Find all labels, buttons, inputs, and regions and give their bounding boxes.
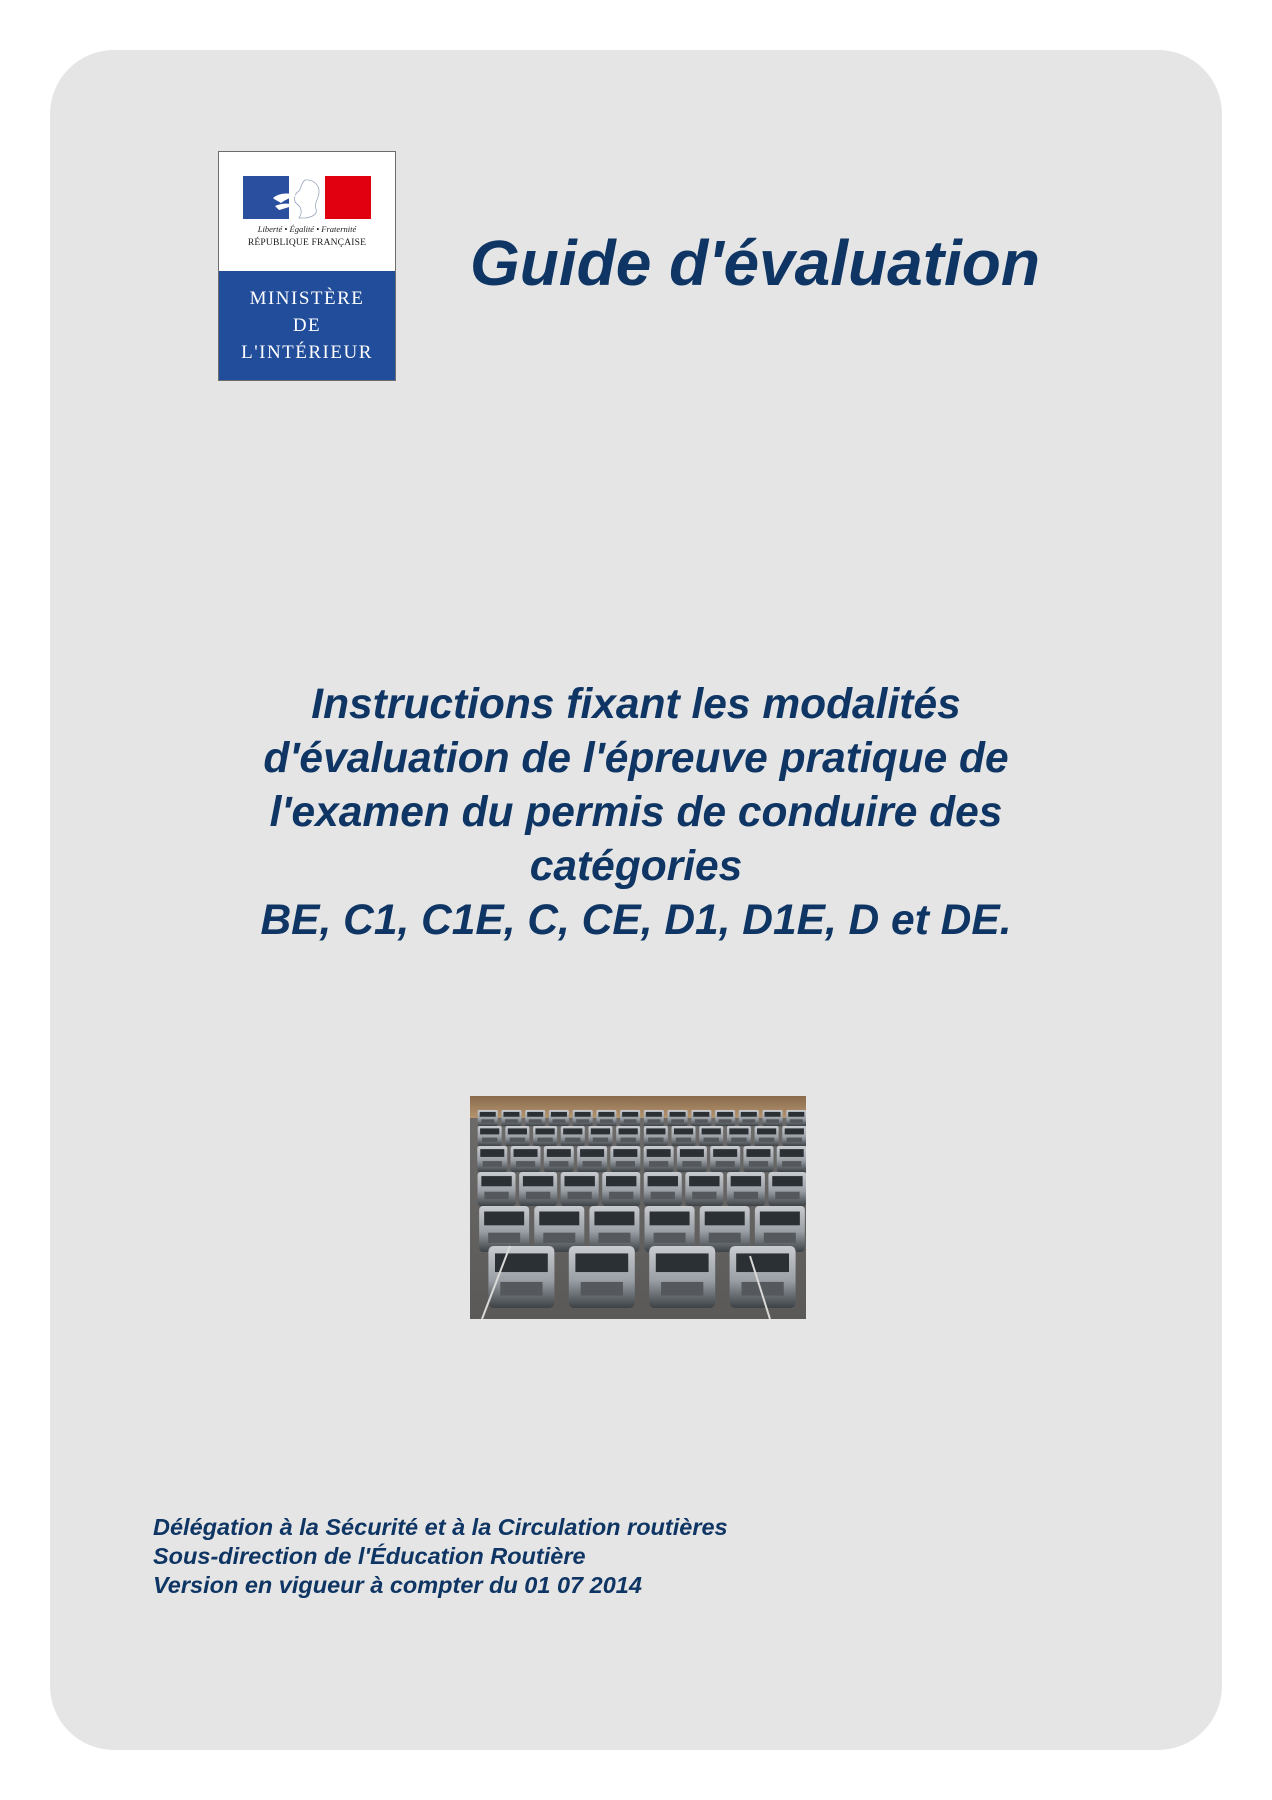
truck-grille xyxy=(671,1119,684,1123)
truck-windshield xyxy=(689,1176,719,1186)
truck-windshield xyxy=(480,1112,496,1117)
truck-grille xyxy=(749,1161,768,1167)
truck-windshield xyxy=(575,1253,628,1272)
truck-windshield xyxy=(484,1212,524,1226)
truck-windshield xyxy=(731,1176,761,1186)
truck-windshield xyxy=(741,1112,757,1117)
truck-windshield xyxy=(736,1253,789,1272)
truck-grille xyxy=(565,1138,580,1142)
truck-windshield xyxy=(772,1176,802,1186)
truck-grille xyxy=(676,1138,691,1142)
truck-grille xyxy=(553,1119,566,1123)
truck-grille xyxy=(719,1119,732,1123)
truck-grille xyxy=(692,1192,716,1199)
truck-windshield xyxy=(575,1112,591,1117)
instructions-line: catégories xyxy=(529,843,743,890)
truck-grille xyxy=(598,1233,630,1243)
instructions-line: d'évaluation de l'épreuve pratique de xyxy=(263,735,1009,782)
truck-grille xyxy=(704,1138,719,1142)
truck-windshield xyxy=(729,1128,748,1134)
ministry-line: MINISTÈRE xyxy=(249,288,365,309)
truck-grille xyxy=(624,1119,637,1123)
truck-windshield xyxy=(508,1128,527,1134)
truck-windshield xyxy=(514,1149,538,1157)
truck-grille xyxy=(488,1233,520,1243)
truck-grille xyxy=(482,1138,497,1142)
truck-windshield xyxy=(619,1128,638,1134)
truck-windshield xyxy=(622,1112,638,1117)
truck-grille xyxy=(581,1282,623,1296)
truck-grille xyxy=(648,1138,663,1142)
ministry-line: DE xyxy=(292,315,322,336)
truck-windshield xyxy=(606,1176,636,1186)
truck-windshield xyxy=(765,1112,781,1117)
truck-grille xyxy=(500,1282,542,1296)
truck-grille xyxy=(709,1233,741,1243)
truck-grille xyxy=(609,1192,633,1199)
truck-grille xyxy=(651,1192,675,1199)
truck-grille xyxy=(647,1119,660,1123)
footer-line: Délégation à la Sécurité et à la Circulation routières xyxy=(153,1514,728,1540)
truck-windshield xyxy=(591,1128,610,1134)
truck-windshield xyxy=(656,1253,709,1272)
truck-grille xyxy=(661,1282,703,1296)
truck-grille xyxy=(649,1161,668,1167)
truck-grille xyxy=(526,1192,550,1199)
truck-windshield xyxy=(680,1149,704,1157)
ministry-line: L'INTÉRIEUR xyxy=(241,342,373,363)
truck-windshield xyxy=(705,1212,745,1226)
truck-grille xyxy=(510,1138,525,1142)
truck-windshield xyxy=(594,1212,634,1226)
footer-credits xyxy=(153,1513,953,1600)
truck-grille xyxy=(731,1138,746,1142)
trucks-fleet-photo xyxy=(470,1096,806,1319)
logo-ministry-block xyxy=(219,271,395,380)
truck-grille xyxy=(759,1138,774,1142)
truck-windshield xyxy=(527,1112,543,1117)
instructions-heading xyxy=(186,678,1086,948)
truck-windshield xyxy=(780,1149,804,1157)
truck-grille xyxy=(582,1161,601,1167)
marianne-flag-icon xyxy=(243,176,371,219)
truck-windshield xyxy=(670,1112,686,1117)
truck-windshield xyxy=(760,1212,800,1226)
truck-windshield xyxy=(535,1128,554,1134)
truck-grille xyxy=(483,1161,502,1167)
truck-grille xyxy=(654,1233,686,1243)
truck-windshield xyxy=(757,1128,776,1134)
truck-windshield xyxy=(580,1149,604,1157)
truck-windshield xyxy=(646,1128,665,1134)
truck-windshield xyxy=(551,1112,567,1117)
logo-republic: RÉPUBLIQUE FRANÇAISE xyxy=(247,238,367,248)
truck-grille xyxy=(734,1192,758,1199)
truck-windshield xyxy=(564,1176,594,1186)
truck-windshield xyxy=(547,1149,571,1157)
truck-grille xyxy=(616,1161,635,1167)
truck-windshield xyxy=(481,1176,511,1186)
instructions-line: l'examen du permis de conduire des xyxy=(269,789,1003,836)
truck-windshield xyxy=(523,1176,553,1186)
truck-windshield xyxy=(613,1149,637,1157)
truck-grille xyxy=(516,1161,535,1167)
truck-grille xyxy=(549,1161,568,1167)
truck-grille xyxy=(775,1192,799,1199)
truck-windshield xyxy=(648,1176,678,1186)
truck-windshield xyxy=(646,1112,662,1117)
truck-windshield xyxy=(650,1212,690,1226)
truck-grille xyxy=(537,1138,552,1142)
truck-grille xyxy=(742,1119,755,1123)
logo-motto: Liberté • Égalité • Fraternité xyxy=(257,224,357,234)
truck-windshield xyxy=(713,1149,737,1157)
instructions-line: Instructions fixant les modalités xyxy=(311,681,961,728)
truck-grille xyxy=(764,1233,796,1243)
truck-windshield xyxy=(746,1149,770,1157)
truck-grille xyxy=(782,1161,801,1167)
ministry-logo xyxy=(218,151,396,381)
truck-windshield xyxy=(702,1128,721,1134)
truck-grille xyxy=(716,1161,735,1167)
footer-line: Sous-direction de l'Éducation Routière xyxy=(153,1543,586,1569)
footer-line: Version en vigueur à compter du 01 07 2014 xyxy=(153,1572,642,1598)
instructions-line: BE, C1, C1E, C, CE, D1, D1E, D et DE. xyxy=(260,897,1012,944)
truck-windshield xyxy=(647,1149,671,1157)
truck-windshield xyxy=(674,1128,693,1134)
document-title: Guide d'évaluation xyxy=(470,227,1040,299)
truck-windshield xyxy=(785,1128,804,1134)
truck-windshield xyxy=(788,1112,804,1117)
truck-windshield xyxy=(563,1128,582,1134)
logo-header xyxy=(219,152,395,271)
truck-grille xyxy=(695,1119,708,1123)
truck-windshield xyxy=(480,1149,504,1157)
truck-windshield xyxy=(480,1128,499,1134)
truck-grille xyxy=(529,1119,542,1123)
truck-windshield xyxy=(598,1112,614,1117)
truck-grille xyxy=(620,1138,635,1142)
truck-grille xyxy=(593,1138,608,1142)
truck-grille xyxy=(682,1161,701,1167)
truck-grille xyxy=(787,1138,802,1142)
truck-grille xyxy=(568,1192,592,1199)
truck-grille xyxy=(600,1119,613,1123)
truck-grille xyxy=(484,1192,508,1199)
truck-windshield xyxy=(503,1112,519,1117)
truck-grille xyxy=(543,1233,575,1243)
truck-grille xyxy=(505,1119,518,1123)
truck-grille xyxy=(576,1119,589,1123)
truck-grille xyxy=(481,1119,494,1123)
truck-windshield xyxy=(717,1112,733,1117)
truck-windshield xyxy=(693,1112,709,1117)
truck-windshield xyxy=(539,1212,579,1226)
truck-grille xyxy=(766,1119,779,1123)
truck-grille xyxy=(790,1119,803,1123)
